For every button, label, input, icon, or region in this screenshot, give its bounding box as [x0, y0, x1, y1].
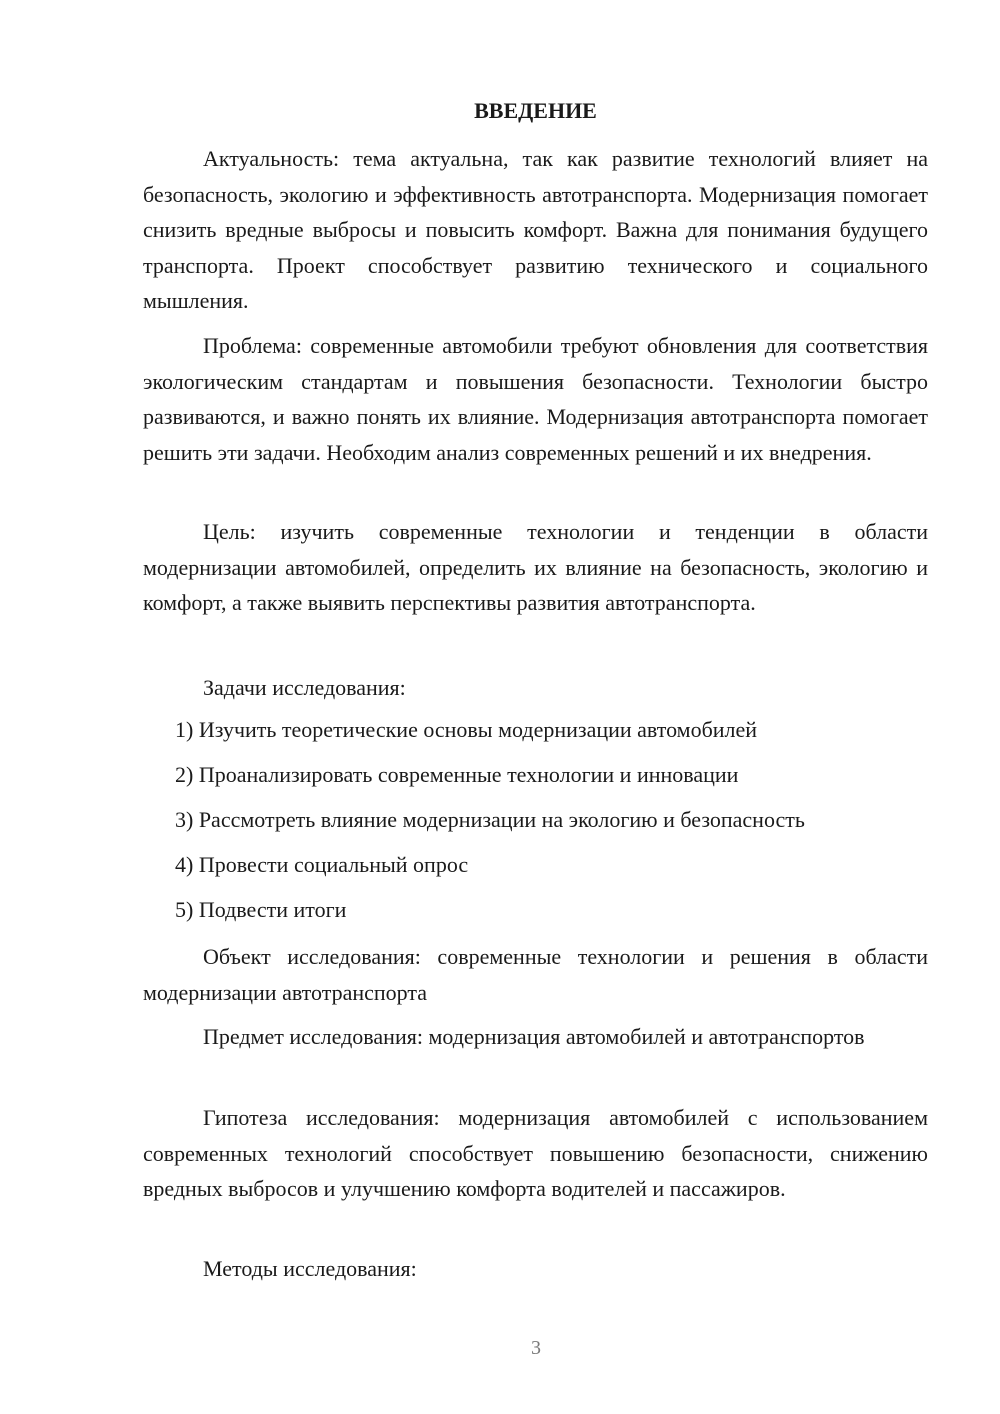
list-item: 3) Рассмотреть влияние модернизации на экологию и безопасность: [175, 807, 805, 832]
list-item: 2) Проанализировать современные технологии и инновации: [175, 762, 739, 787]
paragraph-relevance: Актуальность: тема актуальна, так как развитие технологий влияет на безопасность, экологию и эффективность автотранспорта. Модернизация помогает снизить вредные выбросы и повысить комфорт. Важна для понимания будущего транспорта. Проект способствует развитию технического и социального мышления.: [143, 146, 928, 313]
paragraph-problem: Проблема: современные автомобили требуют обновления для соответствия экологическим стандартам и повышения безопасности. Технологии быстро развиваются, и важно понять их влияние. Модернизация автотранспорта помогает решить эти задачи. Необходим анализ современных решений и их внедрения.: [143, 333, 928, 465]
paragraph-goal: Цель: изучить современные технологии и тенденции в области модернизации автомобилей, определить их влияние на безопасность, экологию и комфорт, а также выявить перспективы развития автотранспорта.: [143, 519, 928, 615]
list-item: 1) Изучить теоретические основы модернизации автомобилей: [175, 717, 758, 742]
paragraph-object: Объект исследования: современные технологии и решения в области модернизации автотранспорта: [143, 944, 928, 1005]
paragraph-hypothesis: Гипотеза исследования: модернизация автомобилей с использованием современных технологий способствует повышению безопасности, снижению вредных выбросов и улучшению комфорта водителей и пассажиров.: [143, 1105, 928, 1201]
list-item: 4) Провести социальный опрос: [175, 852, 469, 877]
methods-heading: Методы исследования:: [203, 1256, 417, 1281]
paragraph-subject: Предмет исследования: модернизация автомобилей и автотранспортов: [203, 1024, 865, 1049]
section-title: ВВЕДЕНИЕ: [474, 98, 597, 123]
page-number: 3: [531, 1337, 541, 1359]
tasks-heading: Задачи исследования:: [203, 675, 406, 700]
list-item: 5) Подвести итоги: [175, 897, 347, 922]
